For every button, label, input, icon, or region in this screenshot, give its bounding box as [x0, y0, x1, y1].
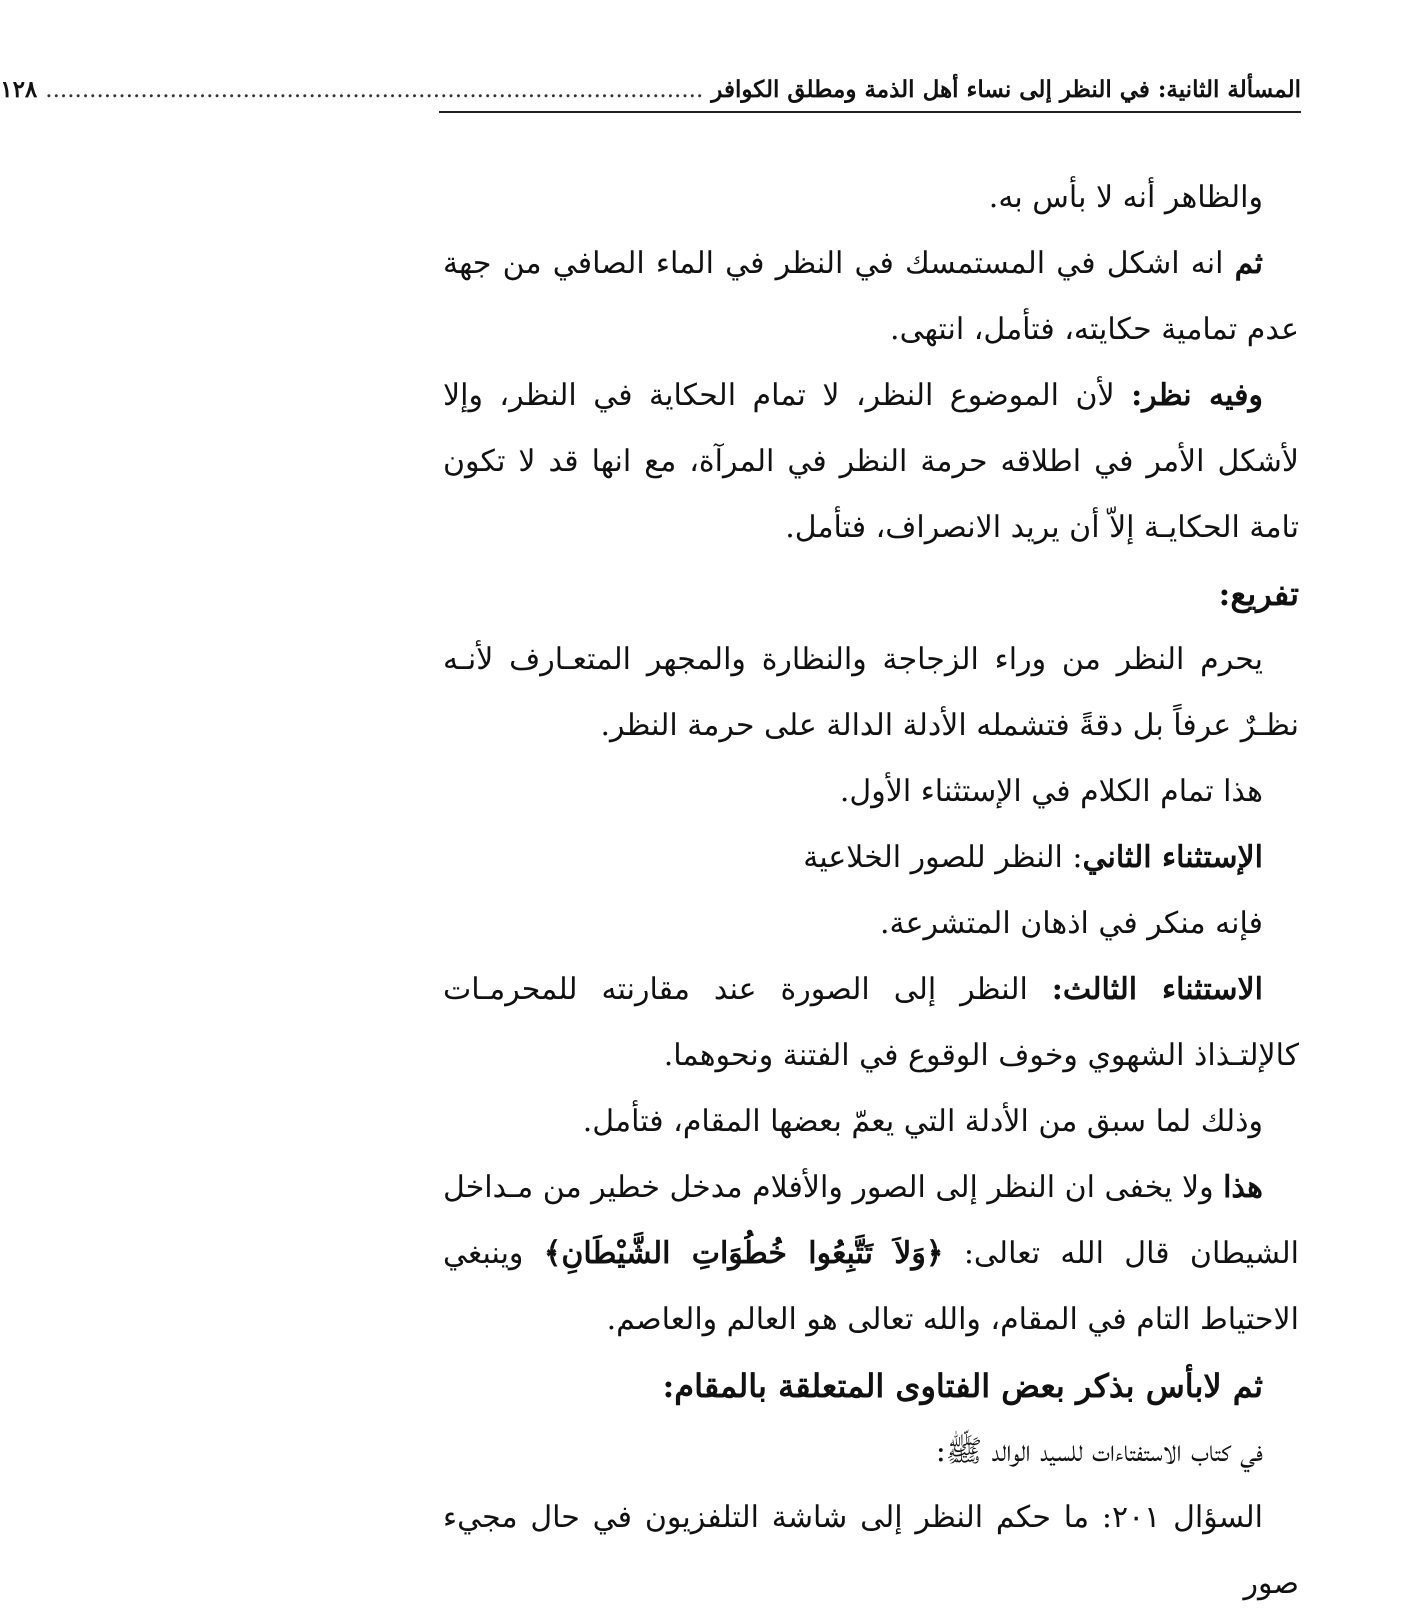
quran-verse: ﴿وَلاَ تَتَّبِعُوا خُطُوَاتِ الشَّيْطَانِ﴾ [543, 1236, 944, 1271]
header-leader-dots: .......................................................................................... [45, 77, 704, 103]
running-header [0, 76, 1301, 113]
paragraph-10-lead: هذا [1223, 1170, 1263, 1205]
paragraph-11: في كتاب الاستفتاءات للسيد الوالد ﷺ: [935, 1434, 1263, 1469]
page-number: ١٢٨ [0, 76, 38, 103]
paragraph-2: ثم انه اشكل في المستمسك في النظر في الماء الصافي من جهة عدم تمامية حكايته، فتأمل، انتهى. [443, 246, 1299, 347]
page-body [443, 165, 1299, 1617]
paragraph-6-lead: الإستثناء الثاني [1082, 840, 1263, 875]
paragraph-2-lead: ثم [1234, 246, 1263, 281]
paragraph-6: الإستثناء الثاني: النظر للصور الخلاعية [803, 840, 1263, 875]
paragraph-8-lead: الاستثناء الثالث: [1051, 972, 1263, 1007]
section-heading-fatawa: ثم لابأس بذكر بعض الفتاوى المتعلقة بالمقام: [662, 1367, 1263, 1405]
section-heading-tafri: تفريع: [1218, 575, 1299, 613]
header-title: المسألة الثانية: في النظر إلى نساء أهل الذمة ومطلق الكوافر [711, 76, 1301, 103]
paragraph-5: هذا تمام الكلام في الإستثناء الأول. [839, 774, 1263, 809]
paragraph-3: وفيه نظر: لأن الموضوع النظر، لا تمام الحكاية في النظر، وإلا لأشكل الأمر في اطلاقه حرمة النظر في المرآة، مع انها قد لا تكون تامة الحكايـة إلاّ أن يريد الانصراف، فتأمل. [443, 378, 1299, 545]
paragraph-7: فإنه منكر في اذهان المتشرعة. [879, 906, 1263, 941]
paragraph-4: يحرم النظر من وراء الزجاجة والنظارة والمجهر المتعـارف لأنـه نظـرٌ عرفاً بل دقةً فتشمله الأدلة الدالة على حرمة النظر. [443, 642, 1299, 743]
paragraph-10: هذا ولا يخفى ان النظر إلى الصور والأفلام مدخل خطير من مـداخل الشيطان قال الله تعالى: ﴿وَلاَ تَتَّبِعُوا خُطُوَاتِ الشَّيْطَانِ﴾ وينبغي الاحتياط التام في المقام، والله تعالى هو العالم والعاصم. [442, 1170, 1299, 1337]
paragraph-1: والظاهر أنه لا بأس به. [988, 180, 1263, 215]
paragraph-9: وذلك لما سبق من الأدلة التي يعمّ بعضها المقام، فتأمل. [582, 1104, 1263, 1139]
paragraph-3-lead: وفيه نظر: [1131, 378, 1263, 413]
paragraph-8: الاستثناء الثالث: النظر إلى الصورة عند مقارنته للمحرمـات كالإلتـذاذ الشهوي وخوف الوقوع في الفتنة ونحوهما. [443, 972, 1299, 1073]
paragraph-12: السؤال ٢٠١: ما حكم النظر إلى شاشة التلفزيون في حال مجيء صور [443, 1500, 1299, 1601]
